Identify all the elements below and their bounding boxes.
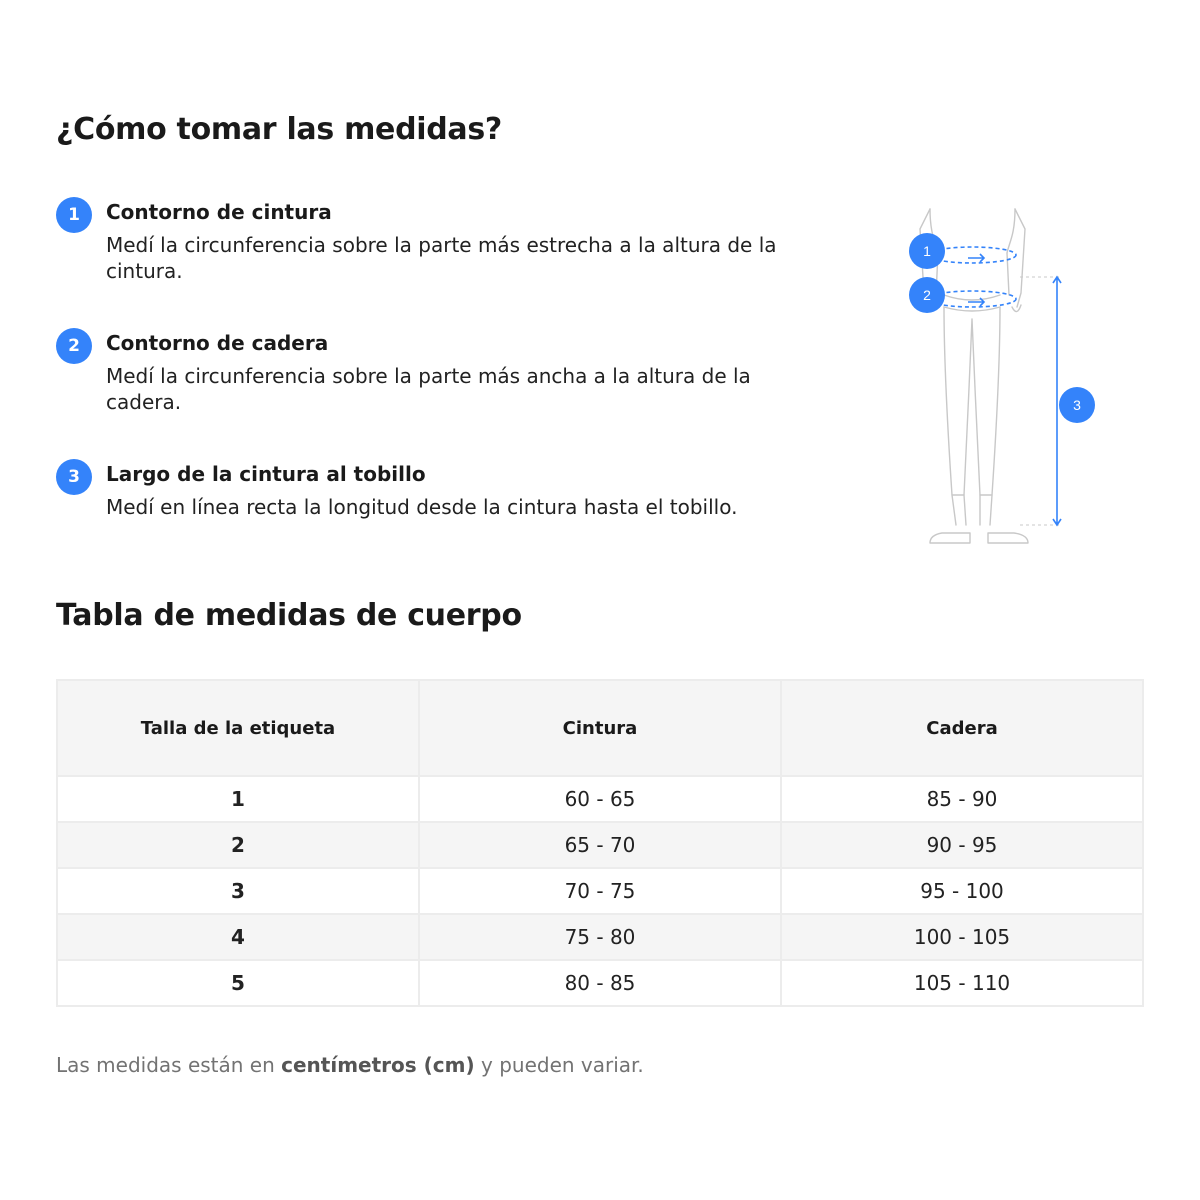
table-header-row	[57, 680, 1143, 776]
cell-hip: 105 - 110	[781, 960, 1143, 1006]
step-description: Medí la circunferencia sobre la parte más estrecha a la altura de la cintura.	[106, 233, 777, 283]
step-number-badge: 3	[56, 459, 92, 495]
cell-hip: 100 - 105	[781, 914, 1143, 960]
cell-waist: 80 - 85	[419, 960, 781, 1006]
cell-hip: 85 - 90	[781, 776, 1143, 822]
cell-hip: 95 - 100	[781, 868, 1143, 914]
step-title: Largo de la cintura al tobillo	[106, 462, 426, 486]
size-table	[56, 679, 1144, 1007]
table-row	[57, 914, 1143, 960]
header-size: Talla de la etiqueta	[57, 680, 419, 776]
step-description: Medí en línea recta la longitud desde la cintura hasta el tobillo.	[106, 495, 738, 519]
body-measurement-figure	[900, 195, 1110, 555]
cell-size: 1	[57, 776, 419, 822]
cell-waist: 70 - 75	[419, 868, 781, 914]
cell-waist: 75 - 80	[419, 914, 781, 960]
marker-3-label: 3	[1073, 397, 1081, 413]
header-waist: Cintura	[419, 680, 781, 776]
table-row	[57, 776, 1143, 822]
footnote	[56, 1053, 644, 1077]
cell-hip: 90 - 95	[781, 822, 1143, 868]
step-title: Contorno de cadera	[106, 331, 329, 355]
marker-2-label: 2	[923, 287, 931, 303]
marker-1-label: 1	[923, 243, 931, 259]
cell-size: 2	[57, 822, 419, 868]
step-title: Contorno de cintura	[106, 200, 332, 224]
table-row	[57, 868, 1143, 914]
table-row	[57, 960, 1143, 1006]
cell-size: 4	[57, 914, 419, 960]
table-title: Tabla de medidas de cuerpo	[56, 598, 522, 633]
step-number-badge: 1	[56, 197, 92, 233]
footnote-suffix: y pueden variar.	[474, 1053, 644, 1077]
table-row	[57, 822, 1143, 868]
header-hip: Cadera	[781, 680, 1143, 776]
step-description: Medí la circunferencia sobre la parte más ancha a la altura de la cadera.	[106, 364, 751, 414]
cell-waist: 65 - 70	[419, 822, 781, 868]
footnote-prefix: Las medidas están en	[56, 1053, 282, 1077]
footnote-unit: centímetros (cm)	[281, 1053, 475, 1077]
cell-size: 3	[57, 868, 419, 914]
step-number-badge: 2	[56, 328, 92, 364]
measure-title: ¿Cómo tomar las medidas?	[56, 112, 503, 147]
cell-waist: 60 - 65	[419, 776, 781, 822]
cell-size: 5	[57, 960, 419, 1006]
